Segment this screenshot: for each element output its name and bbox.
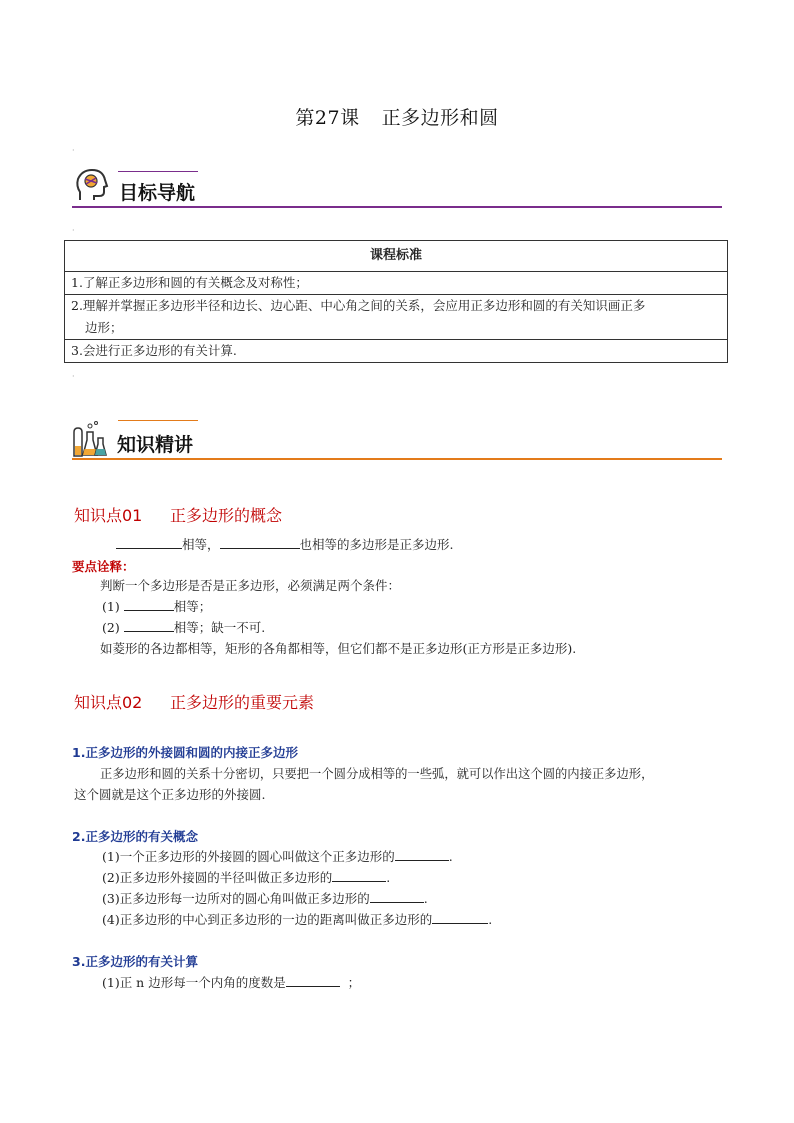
knowledge-point-01-heading: [74, 503, 282, 526]
table-row: 1.了解正多边形和圆的有关概念及对称性；: [65, 272, 727, 295]
cond-prefix: (2): [102, 620, 120, 635]
sub2-item-3: [102, 889, 428, 909]
sub1-line1: 正多边形和圆的关系十分密切，只要把一个圆分成相等的一些弧，就可以作出这个圆的内接正多边形，: [100, 767, 654, 781]
sub2-item-1: [102, 847, 453, 867]
page-title: [0, 103, 794, 130]
item-end: .: [448, 849, 453, 864]
fill-blank[interactable]: [116, 535, 182, 549]
kp-title: 正多边形的重要元素: [170, 693, 315, 712]
item-text: (2)正多边形外接圆的半径叫做正多边形的: [102, 870, 333, 885]
sub1-heading: 1.正多边形的外接圆和圆的内接正多边形: [72, 745, 298, 760]
sub3-item-1: [102, 973, 360, 993]
marker-dot: ·: [72, 226, 75, 235]
section-divider-goals: [72, 206, 722, 208]
fill-blank[interactable]: [124, 618, 174, 632]
table-row-continued: 边形；: [65, 317, 727, 340]
section-top-rule: [118, 420, 198, 421]
sub2-heading: 2.正多边形的有关概念: [72, 829, 198, 844]
cond-suffix: 相等；缺一不可.: [173, 620, 266, 635]
item-end: .: [423, 891, 428, 906]
note-label: 要点诠释：: [72, 559, 135, 574]
condition-1: [102, 597, 211, 617]
head-brain-icon: [72, 166, 112, 206]
kp-title: 正多边形的概念: [170, 506, 283, 525]
curriculum-standard-table: [64, 240, 728, 363]
definition-part2: 也相等的多边形是正多边形.: [299, 537, 454, 552]
fill-blank[interactable]: [395, 847, 449, 861]
kp1-example: 如菱形的各边都相等，矩形的各角都相等，但它们都不是正多边形(正方形是正多边形).: [100, 641, 577, 656]
table-row: 2.理解并掌握正多边形半径和边长、边心距、中心角之间的关系，会应用正多边形和圆的有关知识画正多: [71, 298, 646, 313]
section-title-goals: 目标导航: [119, 182, 196, 204]
item-end: ；: [347, 975, 361, 990]
note-intro: 判断一个多边形是否是正多边形，必须满足两个条件：: [100, 578, 401, 593]
marker-dot: ·: [72, 372, 75, 381]
marker-dot: ·: [72, 146, 75, 155]
section-title-knowledge: 知识精讲: [117, 434, 194, 456]
sub2-item-4: [102, 910, 492, 930]
section-top-rule: [118, 171, 198, 172]
lab-flask-icon: [70, 418, 110, 458]
fill-blank[interactable]: [220, 535, 300, 549]
definition-part1: 相等，: [182, 537, 220, 552]
cond-prefix: (1): [102, 599, 120, 614]
fill-blank[interactable]: [332, 868, 386, 882]
item-end: .: [386, 870, 391, 885]
item-text: (1)一个正多边形的外接圆的圆心叫做这个正多边形的: [102, 849, 395, 864]
kp1-definition: [116, 535, 454, 555]
item-end: .: [488, 912, 493, 927]
fill-blank[interactable]: [124, 597, 174, 611]
sub2-item-2: [102, 868, 390, 888]
knowledge-point-02-heading: [74, 690, 314, 713]
item-text: (1)正 n 边形每一个内角的度数是: [102, 975, 286, 990]
cond-suffix: 相等；: [173, 599, 212, 614]
item-text: (4)正多边形的中心到正多边形的一边的距离叫做正多边形的: [102, 912, 433, 927]
sub3-heading: 3.正多边形的有关计算: [72, 954, 198, 969]
kp-number: 知识点02: [74, 693, 143, 712]
fill-blank[interactable]: [370, 889, 424, 903]
kp-number: 知识点01: [74, 506, 143, 525]
item-text: (3)正多边形每一边所对的圆心角叫做正多边形的: [102, 891, 370, 906]
table-header: 课程标准: [65, 241, 727, 272]
table-row: 3.会进行正多边形的有关计算.: [71, 343, 237, 358]
fill-blank[interactable]: [286, 973, 340, 987]
fill-blank[interactable]: [432, 910, 488, 924]
section-divider-knowledge: [72, 458, 722, 460]
sub1-line2: 这个圆就是这个正多边形的外接圆.: [74, 787, 266, 802]
lesson-number: 第27课: [295, 107, 360, 129]
condition-2: [102, 618, 265, 638]
lesson-topic: 正多边形和圆: [381, 107, 499, 129]
